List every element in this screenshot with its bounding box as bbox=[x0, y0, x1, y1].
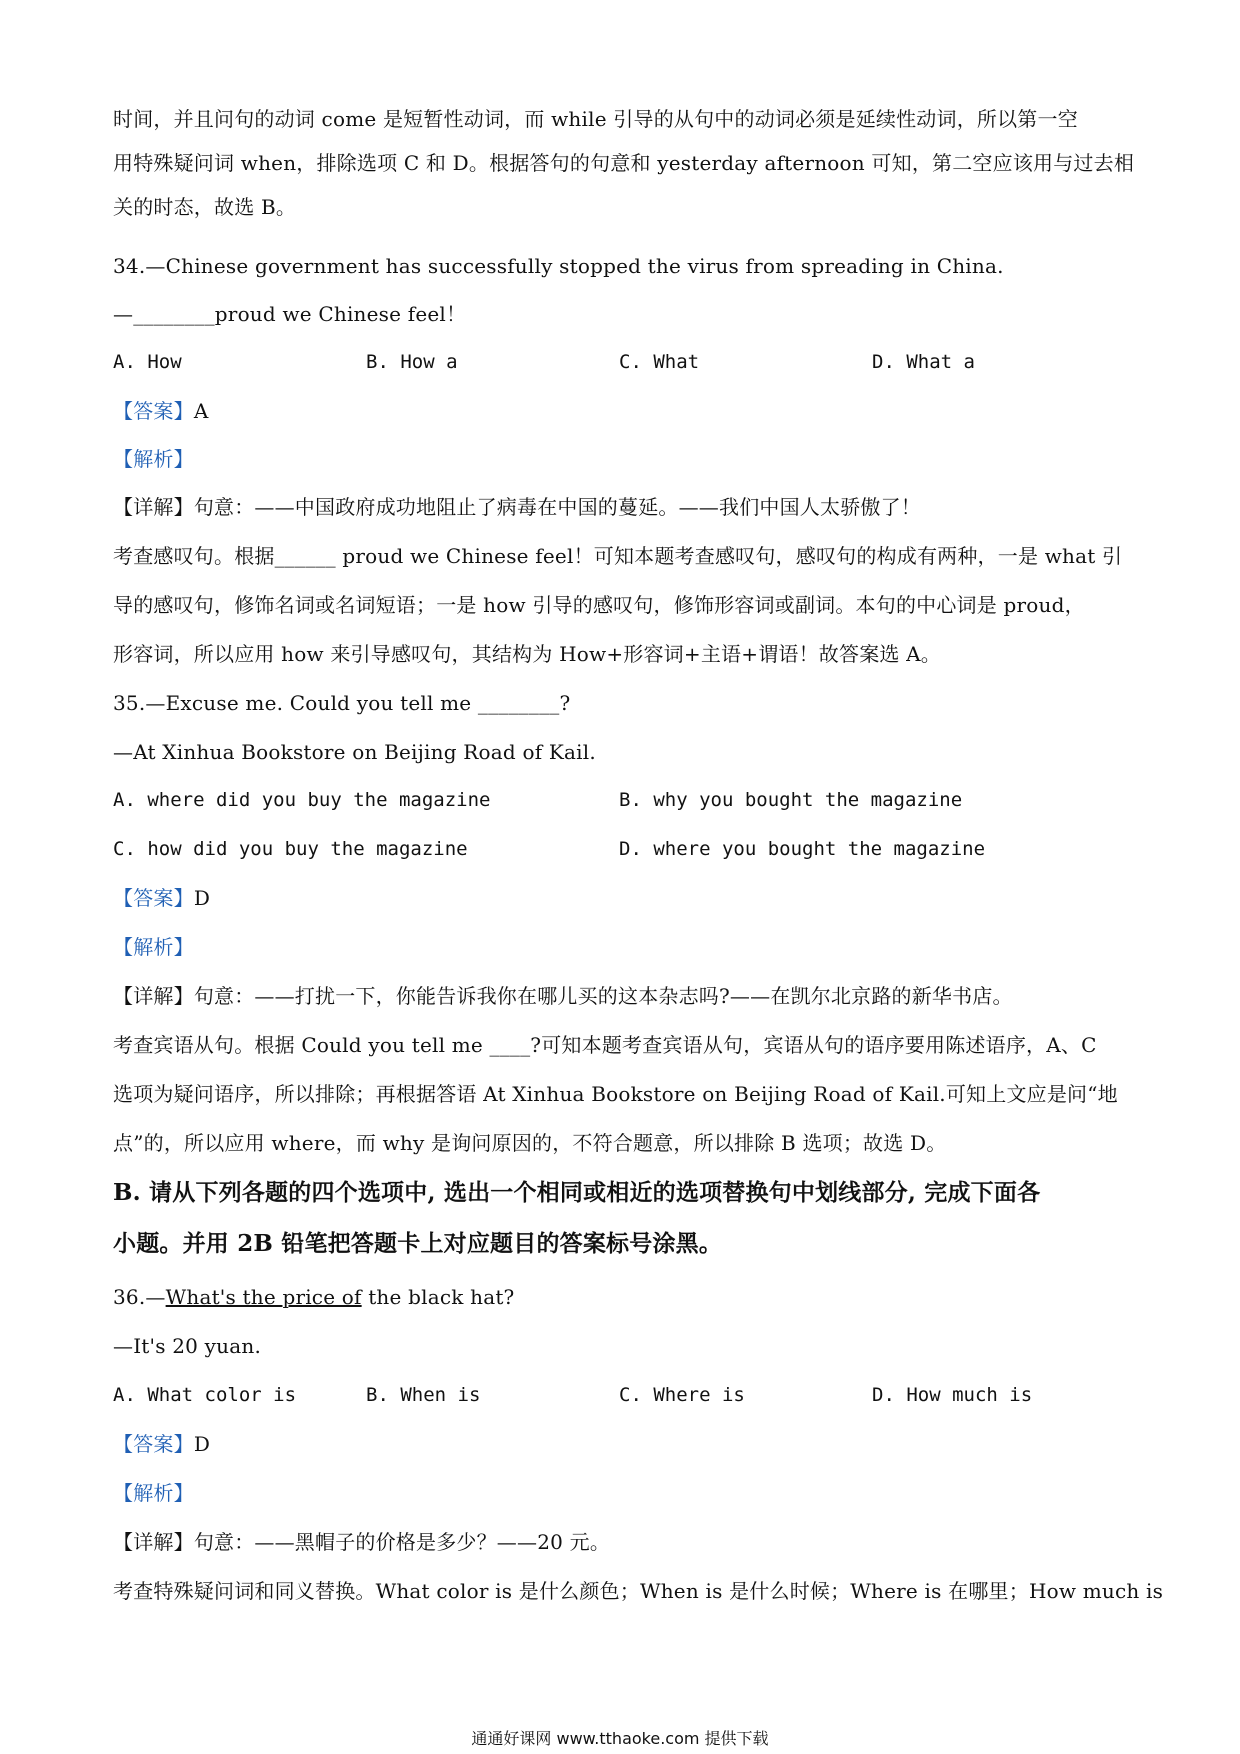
explanation-line: 点”的，所以应用 where，而 why 是询问原因的，不符合题意，所以排除 B 选项；故选 D。 bbox=[113, 1131, 947, 1155]
explanation-line: 形容词，所以应用 how 来引导感叹句，其结构为 How+形容词+主语+谓语！故答案选 A。 bbox=[113, 642, 941, 666]
option-d: D. How much is bbox=[872, 1384, 1033, 1406]
text-line: 关的时态，故选 B。 bbox=[113, 195, 297, 219]
explanation-line: 考查宾语从句。根据 Could you tell me ____?可知本题考查宾语从句，宾语从句的语序要用陈述语序，A、C bbox=[113, 1033, 1097, 1057]
question-rest: the black hat? bbox=[361, 1285, 515, 1309]
option-a: A. How bbox=[113, 351, 182, 373]
detail-line bbox=[113, 981, 1128, 1011]
question-number: 36.— bbox=[113, 1285, 166, 1309]
analysis-tag: 【解析】 bbox=[113, 935, 194, 959]
section-heading: 小题。并用 2B 铅笔把答题卡上对应题目的答案标号涂黑。 bbox=[113, 1230, 723, 1257]
question-36-reply: —It's 20 yuan. bbox=[113, 1334, 262, 1358]
option-a: A. where did you buy the magazine bbox=[113, 789, 491, 811]
text-line: 用特殊疑问词 when，排除选项 C 和 D。根据答句的句意和 yesterday afternoon 可知，第二空应该用与过去相 bbox=[113, 151, 1135, 175]
explanation-line: 考查特殊疑问词和同义替换。What color is 是什么颜色；When is 是什么时候；Where is 在哪里；How much is bbox=[113, 1579, 1164, 1603]
detail-text: 句意：——打扰一下，你能告诉我你在哪儿买的这本杂志吗?——在凯尔北京路的新华书店。 bbox=[193, 984, 1013, 1008]
answer-value: D bbox=[193, 886, 211, 910]
question-34-stem: 34.—Chinese government has successfully stopped the virus from spreading in China. bbox=[113, 254, 1004, 278]
detail-line bbox=[113, 1527, 1128, 1557]
detail-tag: 【详解】 bbox=[113, 1530, 194, 1554]
option-b: B. How a bbox=[366, 351, 458, 373]
detail-tag: 【详解】 bbox=[113, 495, 194, 519]
option-d: D. What a bbox=[872, 351, 975, 373]
detail-text: 句意：——中国政府成功地阻止了病毒在中国的蔓延。——我们中国人太骄傲了！ bbox=[193, 495, 922, 519]
question-34-reply: —________proud we Chinese feel！ bbox=[113, 302, 467, 326]
option-c: C. What bbox=[619, 351, 700, 373]
option-a: A. What color is bbox=[113, 1384, 297, 1406]
answer-tag: 【答案】 bbox=[113, 1432, 194, 1456]
detail-line bbox=[113, 492, 1128, 522]
answer-value: D bbox=[193, 1432, 211, 1456]
answer-line bbox=[113, 396, 1128, 426]
answer-line bbox=[113, 1429, 1128, 1459]
answer-tag: 【答案】 bbox=[113, 399, 194, 423]
underlined-phrase: What's the price of bbox=[165, 1285, 362, 1309]
question-35-reply: —At Xinhua Bookstore on Beijing Road of Kail. bbox=[113, 740, 596, 764]
option-c: C. how did you buy the magazine bbox=[113, 838, 468, 860]
detail-text: 句意：——黑帽子的价格是多少？——20 元。 bbox=[193, 1530, 611, 1554]
page-footer: 通通好课网 www.tthaoke.com 提供下载 bbox=[471, 1729, 769, 1748]
question-35-stem: 35.—Excuse me. Could you tell me ________? bbox=[113, 691, 571, 715]
analysis-tag: 【解析】 bbox=[113, 1481, 194, 1505]
answer-value: A bbox=[193, 399, 209, 423]
option-b: B. why you bought the magazine bbox=[619, 789, 963, 811]
answer-tag: 【答案】 bbox=[113, 886, 194, 910]
option-b: B. When is bbox=[366, 1384, 481, 1406]
text-line: 时间，并且问句的动词 come 是短暂性动词，而 while 引导的从句中的动词必须是延续性动词，所以第一空 bbox=[113, 107, 1078, 131]
detail-tag: 【详解】 bbox=[113, 984, 194, 1008]
question-36-stem bbox=[113, 1282, 1128, 1312]
option-d: D. where you bought the magazine bbox=[619, 838, 986, 860]
explanation-line: 选项为疑问语序，所以排除；再根据答语 At Xinhua Bookstore on Beijing Road of Kail.可知上文应是问“地 bbox=[113, 1082, 1118, 1106]
option-c: C. Where is bbox=[619, 1384, 745, 1406]
section-heading: B. 请从下列各题的四个选项中, 选出一个相同或相近的选项替换句中划线部分, 完成下面各 bbox=[113, 1179, 1041, 1206]
analysis-tag: 【解析】 bbox=[113, 447, 194, 471]
answer-line bbox=[113, 883, 1128, 913]
explanation-line: 导的感叹句，修饰名词或名词短语；一是 how 引导的感叹句，修饰形容词或副词。本句的中心词是 proud， bbox=[113, 593, 1085, 617]
explanation-line: 考查感叹句。根据______ proud we Chinese feel！可知本题考查感叹句，感叹句的构成有两种，一是 what 引 bbox=[113, 544, 1123, 568]
